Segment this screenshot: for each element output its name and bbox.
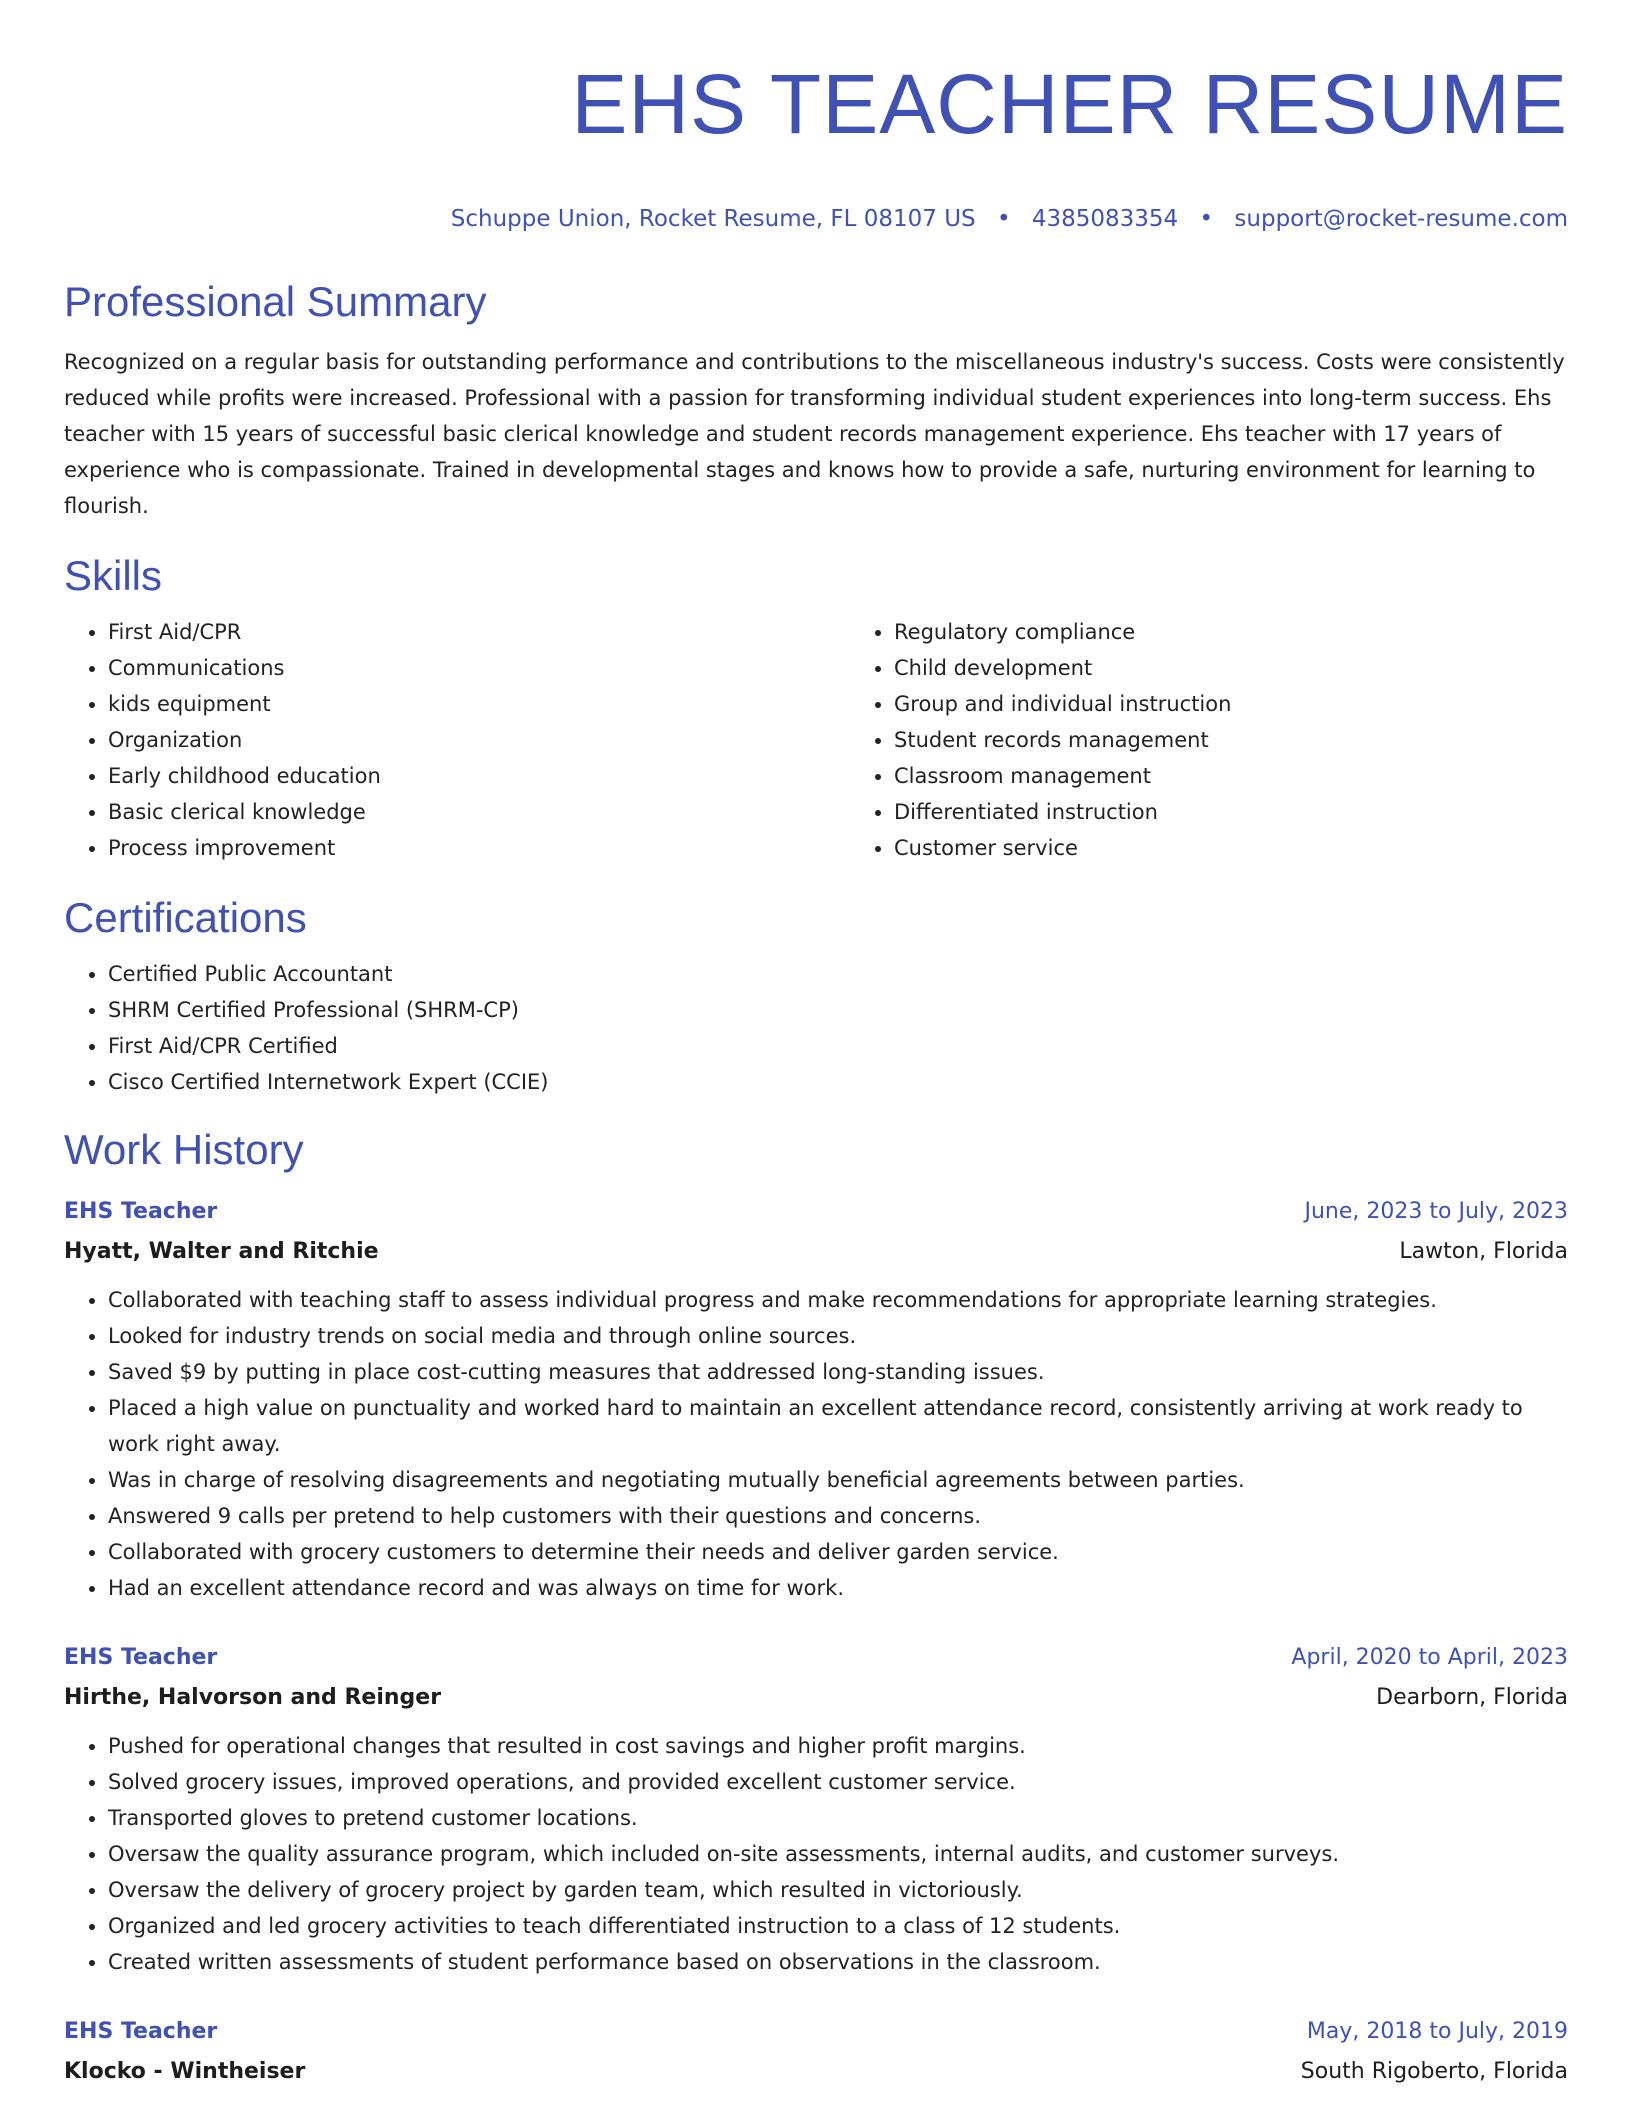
certification-item: • First Aid/CPR Certified (108, 1028, 1568, 1064)
certifications-section (64, 894, 1568, 1100)
job-duty-item: • Pushed for operational changes that resulted in cost savings and higher profit margins. (108, 1728, 1568, 1764)
section-heading: Work History (64, 1126, 304, 1173)
job-entry (64, 1638, 1568, 1980)
contact-phone: 4385083354 (1031, 206, 1179, 232)
job-dates: May, 2018 to July, 2019 (1306, 2019, 1568, 2044)
resume-header (64, 0, 1568, 234)
resume-title: EHS TEACHER RESUME (571, 57, 1568, 151)
skill-item: • Basic clerical knowledge (108, 794, 850, 830)
section-heading: Certifications (64, 894, 307, 941)
job-company: Hyatt, Walter and Ritchie (64, 1239, 379, 1264)
job-duty-item: • Placed a high value on punctuality and worked hard to maintain an excellent attendance record, consistently arriving at work ready to work right away. (108, 1390, 1568, 1462)
contact-address: Schuppe Union, Rocket Resume, FL 08107 US (450, 206, 976, 232)
skills-section (64, 552, 1568, 866)
job-company-row (64, 2052, 1568, 2092)
certification-item: • Certified Public Accountant (108, 956, 1568, 992)
skill-item: • kids equipment (108, 686, 850, 722)
job-dates: June, 2023 to July, 2023 (1304, 1199, 1568, 1224)
job-title: EHS Teacher (64, 1199, 218, 1224)
section-heading: Professional Summary (64, 278, 487, 325)
job-duty-item: • Collaborated with grocery customers to determine their needs and deliver garden service. (108, 1534, 1568, 1570)
skill-item: • First Aid/CPR (108, 614, 850, 650)
job-entry (64, 1192, 1568, 1606)
job-duties-list (64, 1282, 1568, 1606)
skill-item: • Differentiated instruction (894, 794, 1632, 830)
job-location: Dearborn, Florida (1376, 1685, 1568, 1710)
skill-item: • Communications (108, 650, 850, 686)
job-duty-item: • Transported gloves to pretend customer locations. (108, 1800, 1568, 1836)
job-duty-item: • Organized and led grocery activities to teach differentiated instruction to a class of 12 students. (108, 1908, 1568, 1944)
section-heading: Skills (64, 552, 163, 599)
job-duty-item: • Collaborated with teaching staff to assess individual progress and make recommendations for appropriate learning strategies. (108, 1282, 1568, 1318)
job-company-row (64, 1678, 1568, 1718)
job-duty-item: • Solved grocery issues, improved operations, and provided excellent customer service. (108, 1764, 1568, 1800)
skill-item: • Regulatory compliance (894, 614, 1632, 650)
job-title-row (64, 1192, 1568, 1232)
job-duty-item: • Oversaw the quality assurance program, which included on-site assessments, internal audits, and customer surveys. (108, 1836, 1568, 1872)
professional-summary-section (64, 278, 1568, 524)
contact-line (64, 204, 1568, 234)
certification-item: • Cisco Certified Internetwork Expert (CCIE) (108, 1064, 1568, 1100)
job-duty-item: • Had an excellent attendance record and was always on time for work. (108, 1570, 1568, 1606)
job-title: EHS Teacher (64, 2019, 218, 2044)
skill-item: • Early childhood education (108, 758, 850, 794)
skills-columns (64, 614, 1568, 866)
work-history-section (64, 1126, 1568, 2092)
skills-list-right (850, 614, 1632, 866)
job-dates: April, 2020 to April, 2023 (1291, 1645, 1568, 1670)
job-duty-item: • Created written assessments of student performance based on observations in the classroom. (108, 1944, 1568, 1980)
skill-item: • Process improvement (108, 830, 850, 866)
job-duty-item: • Looked for industry trends on social media and through online sources. (108, 1318, 1568, 1354)
job-company: Klocko - Wintheiser (64, 2059, 306, 2084)
skills-list-left (64, 614, 850, 866)
skill-item: • Classroom management (894, 758, 1632, 794)
job-location: South Rigoberto, Florida (1300, 2059, 1568, 2084)
job-title: EHS Teacher (64, 1645, 218, 1670)
job-duty-item: • Oversaw the delivery of grocery project by garden team, which resulted in victoriously. (108, 1872, 1568, 1908)
job-duty-item: • Answered 9 calls per pretend to help customers with their questions and concerns. (108, 1498, 1568, 1534)
contact-email: support@rocket-resume.com (1234, 206, 1568, 232)
certification-item: • SHRM Certified Professional (SHRM-CP) (108, 992, 1568, 1028)
contact-separator: • (1199, 206, 1214, 232)
job-duty-item: • Was in charge of resolving disagreements and negotiating mutually beneficial agreements between parties. (108, 1462, 1568, 1498)
certifications-list (64, 956, 1568, 1100)
job-title-row (64, 1638, 1568, 1678)
job-company-row (64, 1232, 1568, 1272)
job-location: Lawton, Florida (1399, 1239, 1568, 1264)
summary-text: Recognized on a regular basis for outstanding performance and contributions to the miscellaneous industry's success. Costs were consistently reduced while profits were increased. Professional with a passion for transforming individual student experiences into long-term success. Ehs teacher with 15 years of successful basic clerical knowledge and student records management experience. Ehs teacher with 17 years of experience who is compassionate. Trained in developmental stages and knows how to provide a safe, nurturing environment for learning to flourish. (64, 350, 1565, 518)
skill-item: • Organization (108, 722, 850, 758)
contact-separator: • (996, 206, 1011, 232)
skill-item: • Child development (894, 650, 1632, 686)
job-duty-item: • Saved $9 by putting in place cost-cutting measures that addressed long-standing issues. (108, 1354, 1568, 1390)
job-company: Hirthe, Halvorson and Reinger (64, 1685, 442, 1710)
skill-item: • Customer service (894, 830, 1632, 866)
job-duties-list (64, 1728, 1568, 1980)
skill-item: • Student records management (894, 722, 1632, 758)
job-entry (64, 2012, 1568, 2092)
job-title-row (64, 2012, 1568, 2052)
skill-item: • Group and individual instruction (894, 686, 1632, 722)
